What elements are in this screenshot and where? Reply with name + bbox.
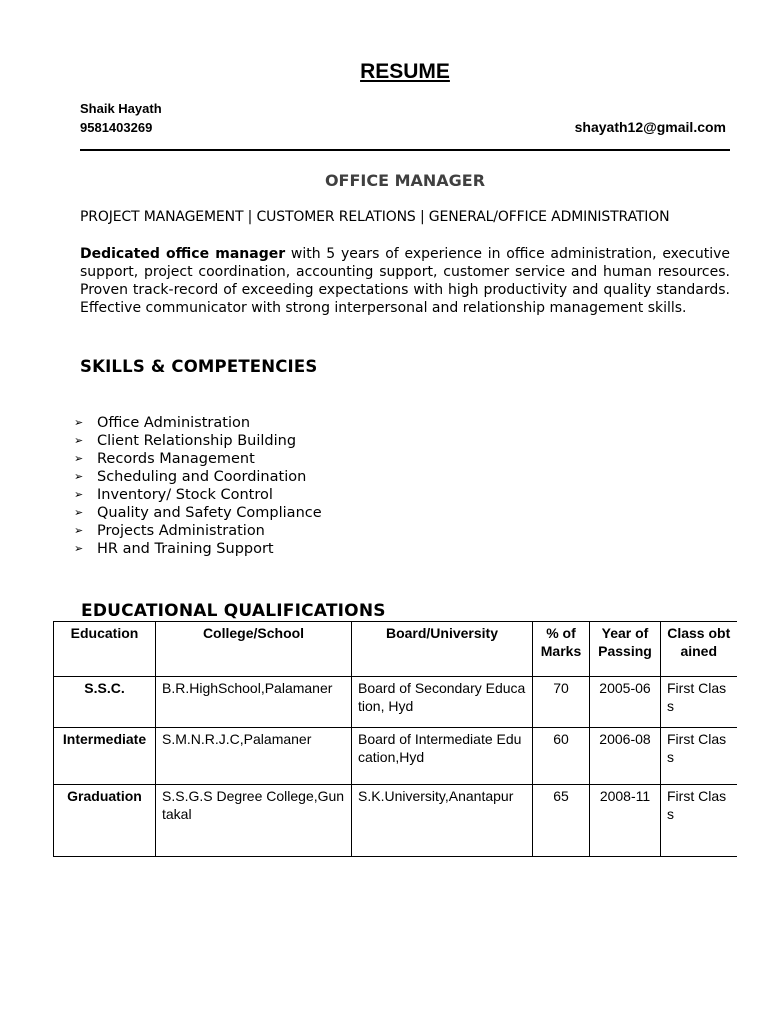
cell-marks: 60 <box>533 728 590 785</box>
arrow-bullet-icon: ➢ <box>74 524 84 537</box>
cell-education: Graduation <box>54 785 156 857</box>
cell-college: S.S.G.S Degree College,Guntakal <box>156 785 352 857</box>
skill-label: Projects Administration <box>97 523 265 539</box>
skill-label: HR and Training Support <box>97 541 274 557</box>
cell-class: First Class <box>661 677 737 728</box>
arrow-bullet-icon: ➢ <box>74 488 84 501</box>
table-header-row <box>54 622 737 677</box>
table-row <box>54 728 737 785</box>
profile-summary <box>80 245 730 317</box>
cell-college: B.R.HighSchool,Palamaner <box>156 677 352 728</box>
cell-year: 2008-11 <box>590 785 661 857</box>
arrow-bullet-icon: ➢ <box>74 434 84 447</box>
cell-year: 2006-08 <box>590 728 661 785</box>
col-header-education: Education <box>54 622 156 677</box>
col-header-college: College/School <box>156 622 352 677</box>
summary-lead: Dedicated office manager <box>80 246 286 262</box>
col-header-marks: % of Marks <box>533 622 590 677</box>
arrow-bullet-icon: ➢ <box>74 542 84 555</box>
arrow-bullet-icon: ➢ <box>74 470 84 483</box>
arrow-bullet-icon: ➢ <box>74 506 84 519</box>
col-header-board: Board/University <box>352 622 533 677</box>
role-tagline: PROJECT MANAGEMENT | CUSTOMER RELATIONS | GENERAL/OFFICE ADMINISTRATION <box>80 209 670 225</box>
table-row <box>54 677 737 728</box>
skill-item <box>74 450 322 468</box>
skill-item <box>74 468 322 486</box>
skill-item <box>74 504 322 522</box>
candidate-email: shayath12@gmail.com <box>574 119 726 135</box>
cell-marks: 70 <box>533 677 590 728</box>
skill-label: Inventory/ Stock Control <box>97 487 273 503</box>
cell-education: S.S.C. <box>54 677 156 728</box>
resume-title: RESUME <box>360 60 450 83</box>
skill-item <box>74 432 322 450</box>
skill-label: Office Administration <box>97 415 251 431</box>
cell-year: 2005-06 <box>590 677 661 728</box>
cell-board: Board of Intermediate Education,Hyd <box>352 728 533 785</box>
table-row <box>54 785 737 857</box>
col-header-year: Year of Passing <box>590 622 661 677</box>
cell-class: First Class <box>661 785 737 857</box>
skill-label: Quality and Safety Compliance <box>97 505 322 521</box>
arrow-bullet-icon: ➢ <box>74 452 84 465</box>
cell-class: First Class <box>661 728 737 785</box>
skill-label: Records Management <box>97 451 255 467</box>
skill-label: Client Relationship Building <box>97 433 297 449</box>
skills-heading: SKILLS & COMPETENCIES <box>80 357 318 376</box>
skill-item <box>74 540 322 558</box>
candidate-phone: 9581403269 <box>80 120 153 135</box>
education-heading: EDUCATIONAL QUALIFICATIONS <box>81 601 386 621</box>
role-title: OFFICE MANAGER <box>324 171 486 190</box>
cell-board: S.K.University,Anantapur <box>352 785 533 857</box>
arrow-bullet-icon: ➢ <box>74 416 84 429</box>
skills-list <box>74 414 322 558</box>
col-header-class: Class obtained <box>661 622 737 677</box>
skill-item <box>74 414 322 432</box>
header-divider <box>80 149 730 151</box>
education-table <box>53 621 737 857</box>
cell-education: Intermediate <box>54 728 156 785</box>
cell-marks: 65 <box>533 785 590 857</box>
skill-label: Scheduling and Coordination <box>97 469 307 485</box>
skill-item <box>74 486 322 504</box>
skill-item <box>74 522 322 540</box>
cell-college: S.M.N.R.J.C,Palamaner <box>156 728 352 785</box>
summary-text: with 5 years of experience in office administration, executive support, project coordination, accounting support, customer service and human resources. Proven track-record of exceeding expectations with high productivity and quality standards. Effective communicator with strong interpersonal and relationship management skills. <box>80 246 730 316</box>
candidate-name: Shaik Hayath <box>80 101 162 116</box>
cell-board: Board of Secondary Education, Hyd <box>352 677 533 728</box>
